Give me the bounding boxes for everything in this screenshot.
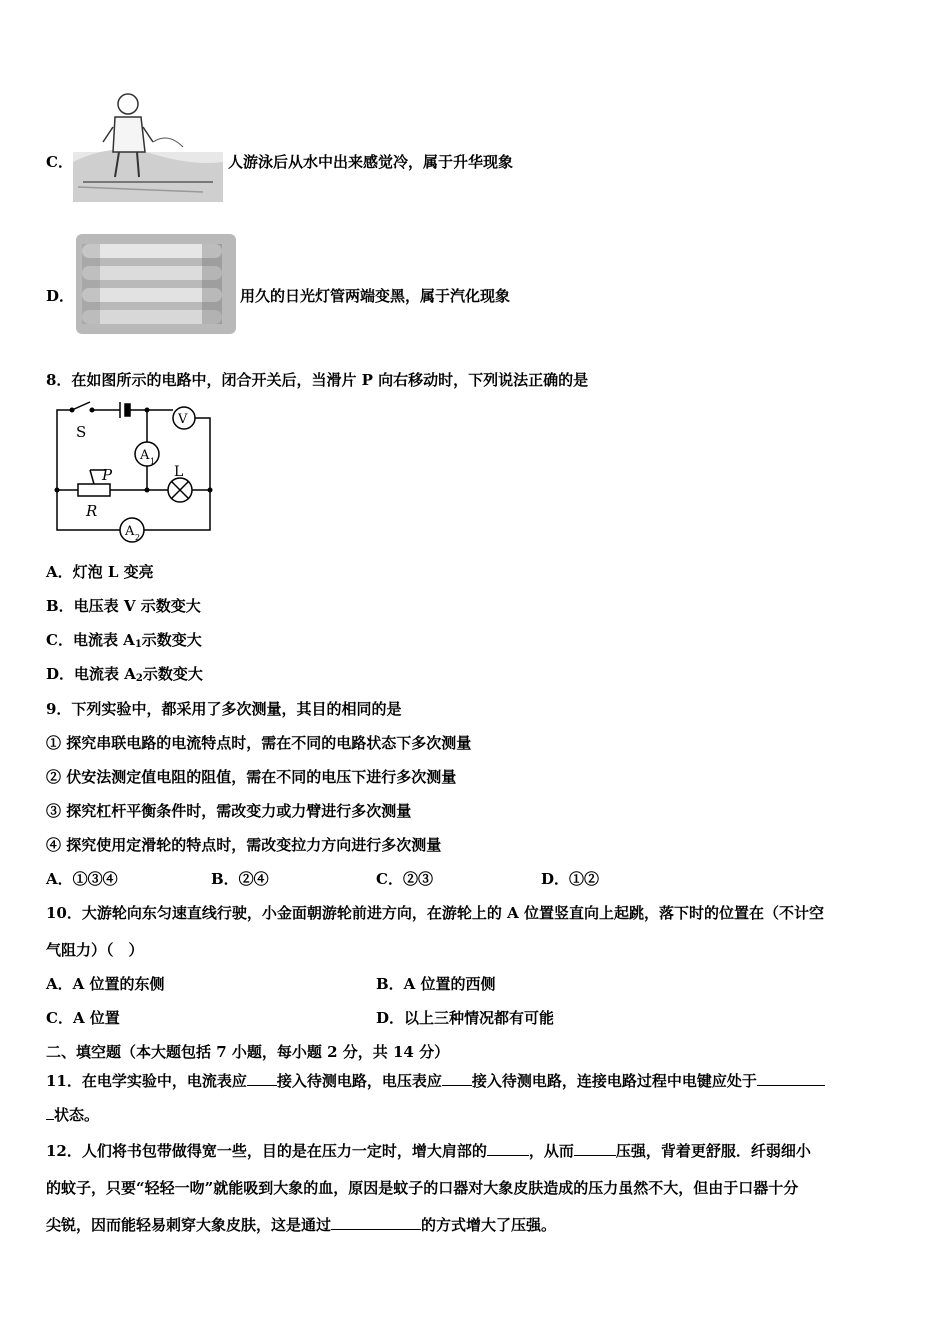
label-a1-sub: 1 [150,457,156,466]
option-letter: C． [46,153,73,171]
swimmer-illustration [73,92,223,202]
label-v: V [178,412,188,427]
q12-line3 [46,1214,556,1235]
q10-option-d: D．以上三种情况都有可能 [376,1009,555,1027]
subscript: 2 [135,673,143,684]
q11-line1 [46,1070,825,1091]
q7-option-d-text: 用久的日光灯管两端变黑，属于汽化现象 [240,287,511,305]
q12-text-5: 的方式增大了压强。 [421,1216,557,1234]
q12-text-1: 12．人们将书包带做得宽一些，目的是在压力一定时，增大肩部的 [46,1142,487,1160]
q9-item-4: ④ 探究使用定滑轮的特点时，需改变拉力方向进行多次测量 [46,836,442,854]
q11-blank-2[interactable] [442,1070,472,1086]
label-l: L [174,464,184,480]
q12-text-3: 压强，背着更舒服．纤弱细小 [615,1142,811,1160]
option-text-end: 示数变大 [141,631,202,649]
q11-line2 [46,1104,99,1125]
q8-option-b: B．电压表 V 示数变大 [46,597,201,615]
q12-blank-3[interactable] [331,1214,421,1230]
q11-text-2: 接入待测电路，电压表应 [276,1072,442,1090]
q9-item-1: ① 探究串联电路的电流特点时，需在不同的电路状态下多次测量 [46,734,472,752]
label-s: S [76,423,87,441]
q7-option-c-text: 人游泳后从水中出来感觉冷，属于升华现象 [228,153,514,171]
q12-text-2: ，从而 [528,1142,574,1160]
q11-text-1: 11．在电学实验中，电流表应 [46,1072,247,1090]
q11-text-3: 接入待测电路，连接电路过程中电键应处于 [471,1072,757,1090]
label-a2-sub: 2 [135,533,141,542]
q8-option-c [46,630,202,655]
label-p: P [102,466,113,484]
circuit-diagram [50,400,220,545]
section-2-title: 二、填空题（本大题包括 7 小题，每小题 2 分，共 14 分） [46,1043,450,1061]
q10-stem-line1: 10．大游轮向东匀速直线行驶，小金面朝游轮前进方向，在游轮上的 A 位置竖直向上起跳，落下时的位置在（不计空 [46,904,824,922]
q8-stem: 8．在如图所示的电路中，闭合开关后，当滑片 P 向右移动时，下列说法正确的是 [46,371,589,389]
q11-blank-1[interactable] [247,1070,277,1086]
q12-line2: 的蚊子，只要“轻轻一吻”就能吸到大象的血，原因是蚊子的口器对大象皮肤造成的压力虽然不大，但由于口器十分 [46,1179,799,1197]
q8-option-d [46,664,203,689]
q9-option-a: A．①③④ [46,870,118,888]
q9-option-b: B．②④ [211,870,269,888]
option-text: C．电流表 A [46,631,135,649]
option-text-end: 示数变大 [142,665,203,683]
q11-blank-3[interactable] [757,1070,825,1086]
q12-blank-1[interactable] [487,1140,529,1156]
q11-blank-3-cont[interactable] [46,1104,54,1120]
q10-option-a: A．A 位置的东侧 [46,975,165,993]
fluorescent-tubes-photo [76,234,236,334]
option-letter: D． [46,287,75,305]
q12-blank-2[interactable] [574,1140,616,1156]
q10-option-c: C．A 位置 [46,1009,120,1027]
q10-stem-line2: 气阻力）（ ） [46,941,144,959]
label-a2: A [125,524,135,539]
q7-option-c [46,152,73,172]
q9-option-c: C．②③ [376,870,433,888]
option-text: D．电流表 A [46,665,136,683]
q12-text-4: 尖锐，因而能轻易刺穿大象皮肤，这是通过 [46,1216,332,1234]
subscript: 1 [134,639,142,650]
q7-option-d [46,286,74,306]
q9-option-d: D．①② [541,870,600,888]
q9-stem: 9．下列实验中，都采用了多次测量，其目的相同的是 [46,700,402,718]
q12-line1 [46,1140,811,1161]
q9-item-2: ② 伏安法测定值电阻的阻值，需在不同的电压下进行多次测量 [46,768,457,786]
q11-text-4: 状态。 [54,1106,100,1124]
label-a1: A [140,448,150,463]
q10-option-b: B．A 位置的西侧 [376,975,496,993]
label-r: R [86,502,98,520]
q8-option-a: A．灯泡 L 变亮 [46,563,154,581]
q9-item-3: ③ 探究杠杆平衡条件时，需改变力或力臂进行多次测量 [46,802,412,820]
